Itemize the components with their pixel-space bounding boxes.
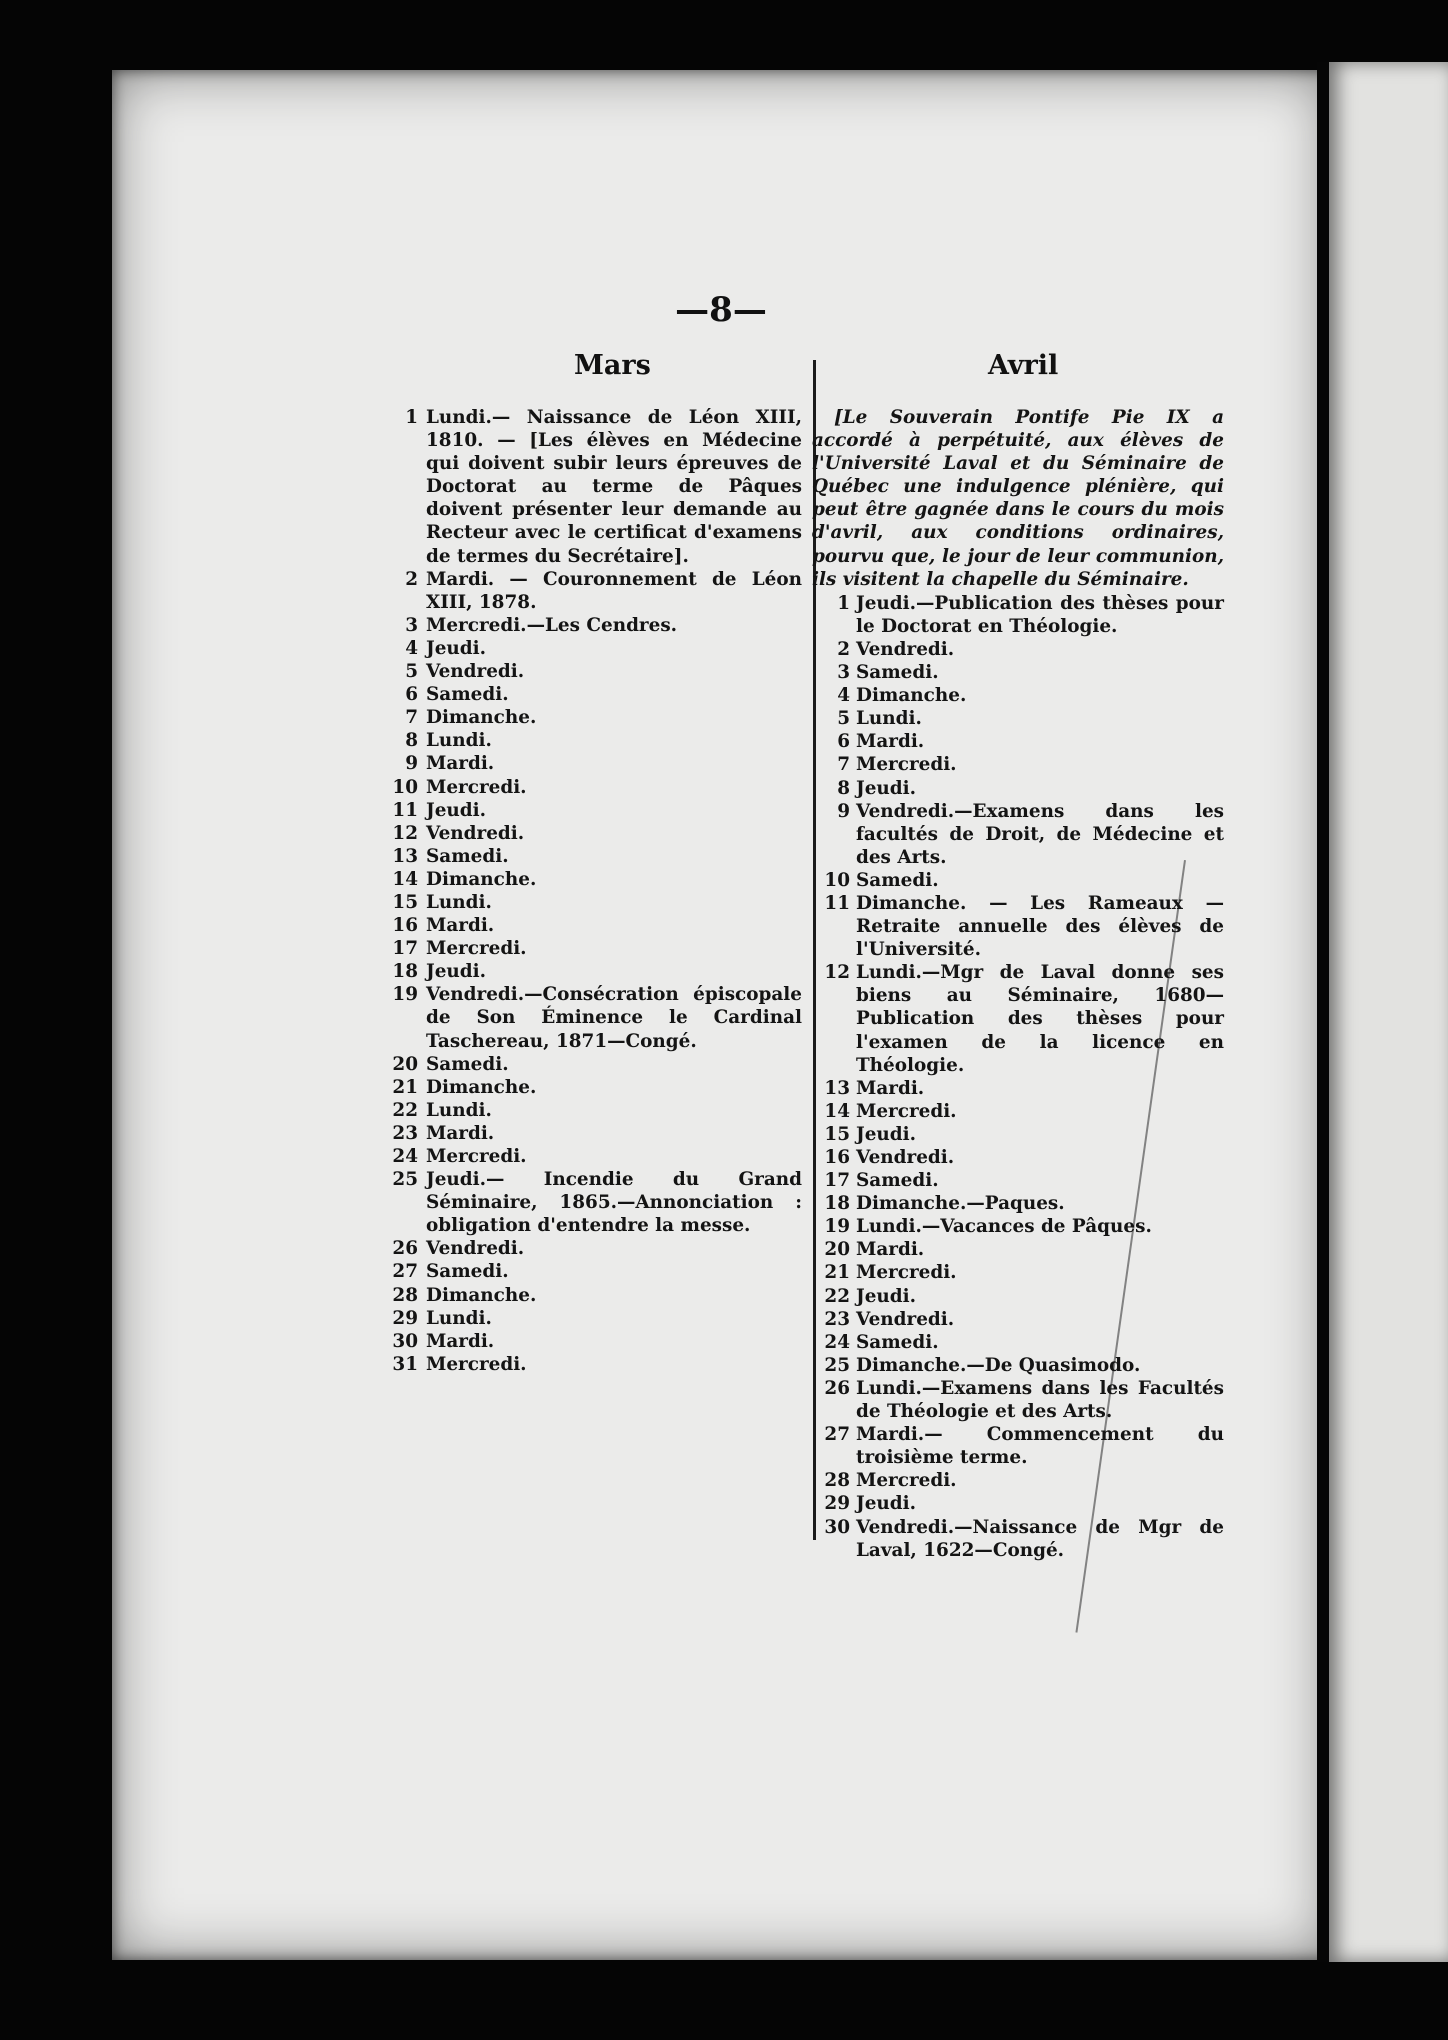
day-number: 7 (837, 754, 850, 776)
book-gutter (1317, 62, 1329, 1962)
day-text: Lundi. (426, 891, 492, 913)
calendar-entry (812, 684, 1224, 707)
day-text: Dimanche. (426, 707, 537, 729)
day-text: Lundi.—Mgr de Laval donne ses biens au Séminaire, 1680—Publication des thèses pour l'examen de la licence en Théologie. (856, 962, 1224, 1076)
calendar-entry (812, 730, 1224, 753)
day-text: Mercredi. (856, 1100, 957, 1122)
day-number: 23 (824, 1308, 850, 1330)
day-number: 8 (837, 777, 850, 799)
calendar-entry (812, 800, 1224, 869)
calendar-entry (812, 961, 1224, 1076)
day-number: 27 (392, 1261, 418, 1283)
day-text: Lundi. (426, 1307, 492, 1329)
calendar-entry (384, 1237, 802, 1260)
day-number: 14 (392, 868, 418, 890)
day-text: Mardi.— Commencement du troisième terme. (856, 1424, 1224, 1469)
day-text: Vendredi. (426, 1238, 525, 1260)
day-text: Lundi.— Naissance de Léon XIII, 1810. — [Les élèves en Médecine qui doivent subir leurs épreuves de Doctorat au terme de Pâques doivent présenter leur demande au Recteur avec le certificat d'examens de termes du Secrétaire]. (426, 407, 802, 567)
day-text: Vendredi.—Consécration épiscopale de Son Éminence le Cardinal Taschereau, 1871—Congé. (426, 984, 802, 1052)
calendar-entry (812, 1192, 1224, 1215)
day-number: 13 (824, 1077, 850, 1099)
day-number: 31 (392, 1353, 418, 1375)
day-number: 29 (392, 1307, 418, 1329)
day-number: 12 (824, 962, 850, 984)
day-number: 21 (824, 1262, 850, 1284)
calendar-entry (384, 1122, 802, 1145)
calendar-entry (812, 869, 1224, 892)
calendar-entry (812, 1215, 1224, 1238)
day-number: 15 (392, 891, 418, 913)
calendar-entry (384, 1353, 802, 1376)
day-text: Samedi. (856, 1331, 939, 1353)
calendar-entry (384, 752, 802, 775)
day-text: Mercredi. (856, 754, 957, 776)
day-text: Lundi. (426, 1099, 492, 1121)
day-number: 30 (392, 1330, 418, 1352)
day-number: 12 (392, 822, 418, 844)
day-text: Vendredi. (426, 822, 525, 844)
day-text: Samedi. (856, 1170, 939, 1192)
calendar-entry (384, 1260, 802, 1283)
day-number: 18 (824, 1193, 850, 1215)
calendar-entry (812, 1261, 1224, 1284)
calendar-entry (384, 799, 802, 822)
day-text: Samedi. (426, 1053, 509, 1075)
calendar-entry (812, 1469, 1224, 1492)
day-number: 1 (405, 407, 418, 428)
day-text: Lundi.—Vacances de Pâques. (856, 1216, 1152, 1238)
day-text: Mercredi. (426, 1146, 527, 1167)
calendar-entry (384, 1099, 802, 1122)
day-text: Lundi. (856, 708, 922, 730)
day-number: 24 (824, 1331, 850, 1353)
day-number: 22 (824, 1285, 850, 1307)
calendar-entry (812, 1238, 1224, 1261)
day-number: 14 (824, 1100, 850, 1122)
day-number: 19 (824, 1216, 850, 1238)
day-number: 11 (392, 799, 418, 821)
day-text: Dimanche. (426, 1284, 537, 1306)
day-number: 25 (824, 1354, 850, 1376)
day-number: 17 (392, 938, 418, 960)
day-number: 1 (837, 592, 850, 614)
day-number: 16 (392, 915, 418, 937)
day-number: 6 (405, 684, 418, 706)
calendar-entry (384, 683, 802, 706)
day-text: Vendredi.—Examens dans les facultés de Droit, de Médecine et des Arts. (856, 800, 1224, 868)
day-text: Lundi. (426, 730, 492, 752)
calendar-entry (812, 753, 1224, 776)
calendar-entry (812, 777, 1224, 800)
day-number: 5 (837, 708, 850, 730)
calendar-entry (812, 638, 1224, 661)
avril-column (812, 406, 1224, 1562)
day-number: 4 (405, 637, 418, 659)
day-text: Lundi.—Examens dans les Facultés de Théologie et des Arts. (856, 1377, 1224, 1423)
day-number: 18 (392, 961, 418, 983)
calendar-entry (384, 729, 802, 752)
calendar-entry (812, 1100, 1224, 1123)
calendar-entry (384, 914, 802, 937)
calendar-entry (384, 891, 802, 914)
day-text: Mardi. (856, 731, 925, 753)
calendar-entry (384, 1330, 802, 1353)
day-text: Mardi. (426, 1122, 495, 1144)
day-number: 21 (392, 1076, 418, 1098)
day-text: Jeudi. (426, 799, 487, 821)
day-number: 3 (837, 662, 850, 684)
day-number: 29 (824, 1493, 850, 1515)
calendar-entry (384, 1168, 802, 1237)
calendar-entry (812, 1377, 1224, 1423)
day-number: 11 (824, 892, 850, 914)
day-number: 7 (405, 707, 418, 729)
day-text: Jeudi. (856, 1285, 917, 1307)
calendar-entry (812, 1146, 1224, 1169)
day-number: 30 (824, 1516, 850, 1538)
day-number: 28 (824, 1470, 850, 1492)
month-title-avril: Avril (988, 350, 1059, 381)
day-number: 2 (837, 638, 850, 660)
day-text: Jeudi. (426, 961, 487, 983)
day-text: Dimanche. (426, 1076, 537, 1098)
day-text: Mercredi. (426, 938, 527, 960)
calendar-entry (384, 637, 802, 660)
day-text: Dimanche.—Paques. (856, 1193, 1065, 1215)
day-number: 6 (837, 731, 850, 753)
calendar-entry (812, 661, 1224, 684)
day-text: Dimanche. (426, 868, 537, 890)
day-number: 27 (824, 1424, 850, 1446)
day-text: Mercredi. (426, 1353, 527, 1375)
calendar-entry (384, 1307, 802, 1330)
calendar-entry (384, 960, 802, 983)
day-number: 16 (824, 1147, 850, 1168)
calendar-entry (812, 1354, 1224, 1377)
day-number: 2 (405, 568, 418, 590)
page-number: —8— (675, 290, 767, 330)
calendar-entry (384, 822, 802, 845)
day-number: 5 (405, 661, 418, 683)
calendar-entry (384, 614, 802, 637)
day-text: Jeudi.— Incendie du Grand Séminaire, 1865.—Annonciation : obligation d'entendre la messe. (426, 1169, 802, 1237)
day-text: Samedi. (426, 845, 509, 867)
calendar-entry (812, 1077, 1224, 1100)
calendar-entry (812, 1331, 1224, 1354)
day-number: 9 (837, 800, 850, 822)
calendar-entry (384, 937, 802, 960)
calendar-entry (812, 1423, 1224, 1469)
calendar-entry (384, 1284, 802, 1307)
day-number: 26 (392, 1238, 418, 1260)
day-text: Vendredi. (426, 661, 525, 683)
day-number: 23 (392, 1122, 418, 1144)
day-number: 15 (824, 1123, 850, 1145)
day-number: 26 (824, 1377, 850, 1399)
day-text: Mercredi.—Les Cendres. (426, 614, 678, 636)
day-text: Vendredi. (856, 638, 955, 660)
calendar-entry (384, 1145, 802, 1168)
day-number: 9 (405, 753, 418, 775)
day-text: Dimanche. — Les Rameaux — Retraite annuelle des élèves de l'Université. (856, 892, 1224, 961)
day-text: Dimanche.—De Quasimodo. (856, 1354, 1141, 1376)
day-text: Samedi. (856, 662, 939, 684)
day-text: Mardi. (426, 1330, 495, 1352)
day-number: 8 (405, 730, 418, 752)
day-number: 24 (392, 1146, 418, 1167)
calendar-entry (384, 776, 802, 799)
adjacent-page-edge (1329, 62, 1448, 1962)
day-number: 20 (824, 1239, 850, 1261)
day-number: 10 (392, 776, 418, 798)
calendar-entry (812, 592, 1224, 638)
day-text: Jeudi. (426, 637, 487, 659)
calendar-entry (384, 1076, 802, 1099)
day-number: 17 (824, 1170, 850, 1192)
calendar-entry (384, 568, 802, 614)
calendar-entry (812, 1516, 1224, 1562)
calendar-entry (384, 660, 802, 683)
day-text: Samedi. (856, 869, 939, 891)
calendar-entry (812, 1492, 1224, 1515)
day-text: Mardi. (856, 1239, 925, 1261)
day-number: 28 (392, 1284, 418, 1306)
day-text: Vendredi. (856, 1147, 955, 1168)
day-text: Jeudi. (856, 1123, 917, 1145)
calendar-entry (384, 406, 802, 568)
day-number: 19 (392, 984, 418, 1006)
day-text: Vendredi. (856, 1308, 955, 1330)
day-number: 4 (837, 685, 850, 707)
indulgence-note: [Le Souverain Pontife Pie IX a accordé à perpétuité, aux élèves de l'Université Laval et du Séminaire de Québec une indulgence plénière, qui peut être gagnée dans le cours du mois d'avril, aux conditions ordinaires, pourvu que, le jour de leur communion, ils visitent la chapelle du Séminaire. (812, 407, 1224, 590)
calendar-entry (812, 892, 1224, 961)
day-number: 20 (392, 1053, 418, 1075)
day-text: Mardi. (426, 753, 495, 775)
calendar-entry (384, 845, 802, 868)
calendar-entry (384, 868, 802, 891)
calendar-entry (384, 706, 802, 729)
day-text: Mercredi. (856, 1262, 957, 1284)
day-text: Mardi. — Couronnement de Léon XIII, 1878. (426, 568, 802, 613)
calendar-entry (384, 1053, 802, 1076)
day-text: Jeudi.—Publication des thèses pour le Doctorat en Théologie. (856, 592, 1224, 637)
day-text: Jeudi. (856, 777, 917, 799)
day-number: 10 (824, 869, 850, 891)
day-number: 3 (405, 614, 418, 636)
day-text: Samedi. (426, 684, 509, 706)
day-text: Vendredi.—Naissance de Mgr de Laval, 1622—Congé. (856, 1516, 1224, 1561)
calendar-entry (384, 983, 802, 1052)
day-text: Mardi. (426, 915, 495, 937)
day-number: 13 (392, 845, 418, 867)
day-text: Samedi. (426, 1261, 509, 1283)
day-text: Mercredi. (426, 776, 527, 798)
calendar-entry (812, 1308, 1224, 1331)
month-title-mars: Mars (574, 350, 651, 381)
day-number: 25 (392, 1169, 418, 1191)
day-number: 22 (392, 1099, 418, 1121)
day-text: Dimanche. (856, 685, 967, 707)
document-page (112, 70, 1330, 1960)
calendar-entry (812, 1169, 1224, 1192)
calendar-entry (812, 707, 1224, 730)
mars-column (384, 406, 802, 1376)
day-text: Mercredi. (856, 1470, 957, 1492)
day-text: Mardi. (856, 1077, 925, 1099)
calendar-entry (812, 1285, 1224, 1308)
calendar-entry (812, 1123, 1224, 1146)
day-text: Jeudi. (856, 1493, 917, 1515)
